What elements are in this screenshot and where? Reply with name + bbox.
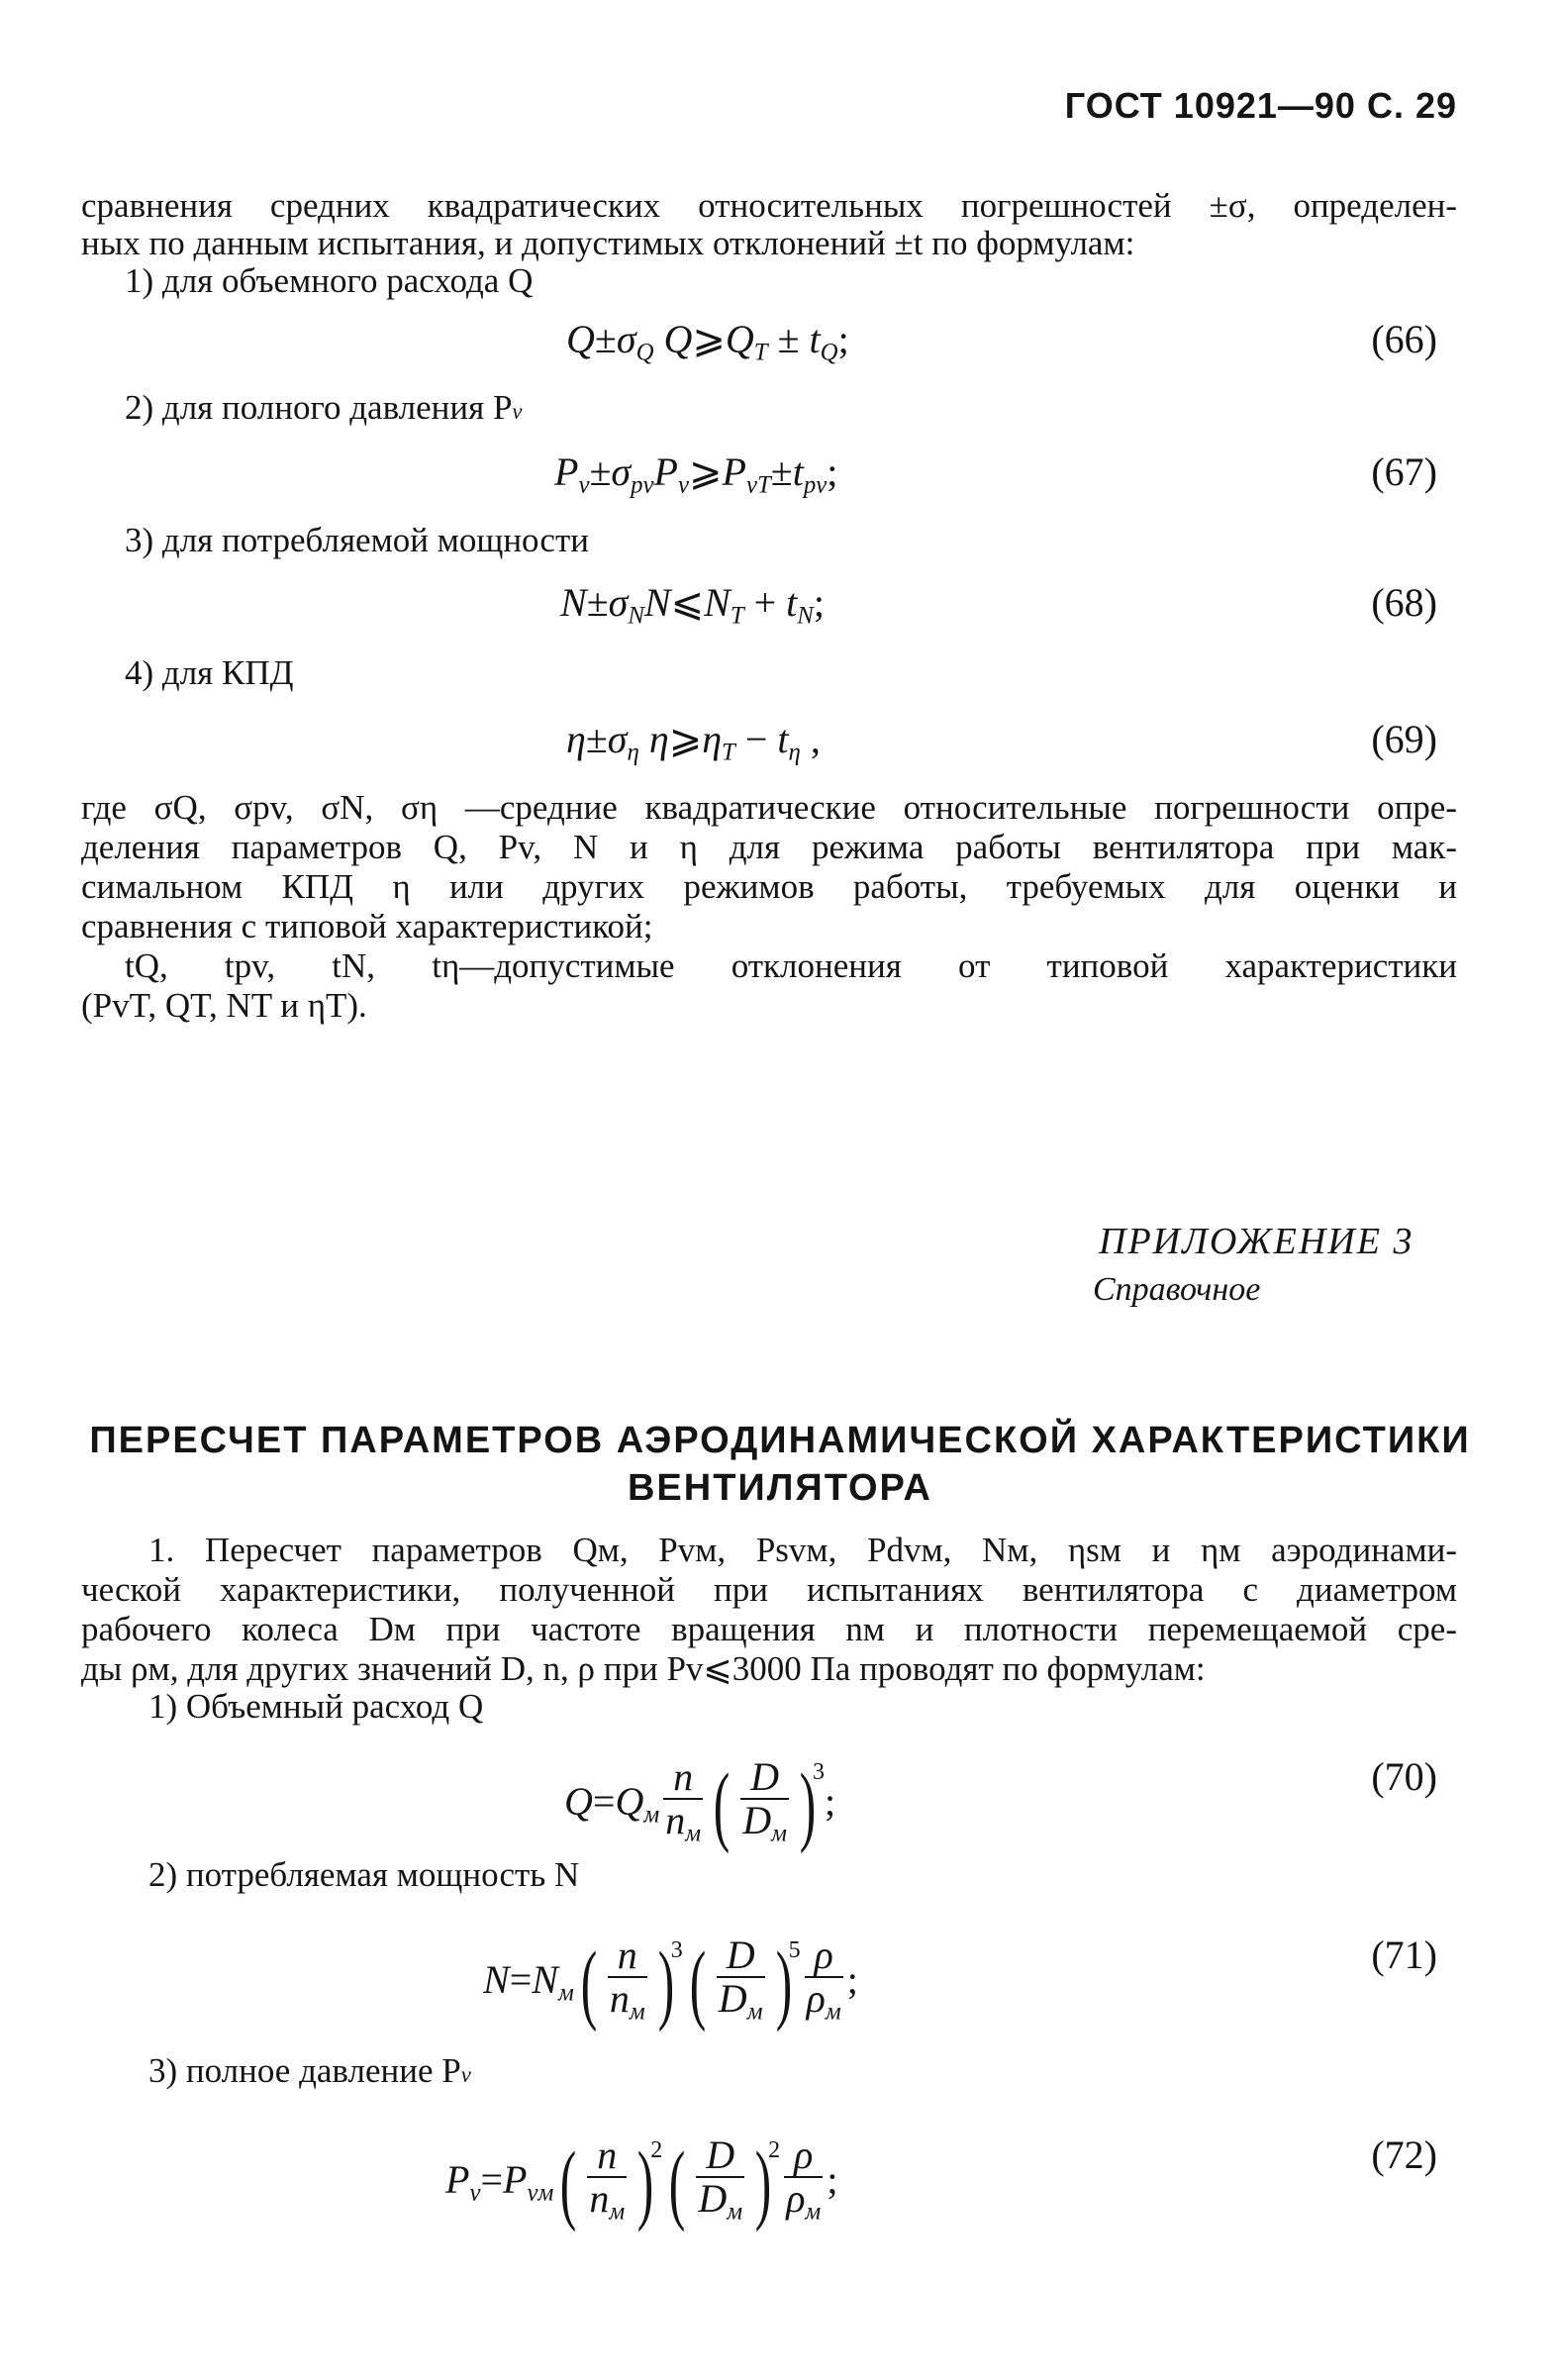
recalc-line-4: ды ρм, для других значений D, n, ρ при Pv⩽3000 Па проводят по формулам:: [81, 1649, 1206, 1688]
eq-number-66: (66): [1371, 317, 1437, 361]
formula-68: $N\pm\sigma_NN⩽N_T + t_N$;: [560, 580, 825, 630]
recalc-item-3: 3) полное давление Pv: [148, 2051, 471, 2090]
eq-number-67: (67): [1371, 449, 1437, 494]
item-1: 1) для объемного расхода Q: [125, 261, 534, 300]
appendix-subtitle: Справочное: [1093, 1271, 1261, 1308]
page-header: ГОСТ 10921—90 С. 29: [1064, 85, 1457, 126]
formula-71: $N=N_м$( $\frac{n}{n_м}$ )$^3$( $\frac{D}{D_м}$ )$^5$ $\frac{\rho}{\rho_м}$ ;: [483, 1933, 858, 2033]
formula-67: $P_v\pm\sigma_{pv}P_v⩾P_{vT}\pm t_{pv}$;: [554, 449, 838, 499]
where-line-4: сравнения с типовой характеристикой;: [81, 907, 653, 945]
item-3: 3) для потребляемой мощности: [125, 521, 589, 559]
where-line-6: (PvT, QT, NT и ηT).: [81, 986, 367, 1025]
formula-66: $Q\pm\sigma_Q$ $Q⩾Q_T \pm t_Q$;: [566, 317, 849, 366]
eq-number-70: (70): [1371, 1754, 1437, 1799]
formula-70: $Q=Q_м$ $\frac{n}{n_м}$ ( $\frac{D}{D_м}$ )$^3$;: [564, 1754, 836, 1854]
where-line-3: симальном КПД η или других режимов работы, требуемых для оценки и: [81, 867, 1457, 906]
formula-72: $P_v=P_{vм}$( $\frac{n}{n_м}$ )$^2$( $\frac{D}{D_м}$ )$^2$ $\frac{\rho}{\rho_м}$ ;: [445, 2132, 838, 2232]
recalc-line-2: ческой характеристики, полученной при испытаниях вентилятора с диаметром: [81, 1570, 1457, 1609]
eq-number-71: (71): [1371, 1933, 1437, 1977]
recalc-item-1: 1) Объемный расход Q: [148, 1687, 484, 1726]
section-title-line-1: ПЕРЕСЧЕТ ПАРАМЕТРОВ АЭРОДИНАМИЧЕСКОЙ ХАРАКТЕРИСТИКИ: [89, 1420, 1471, 1461]
recalc-item-2: 2) потребляемая мощность N: [148, 1855, 580, 1894]
where-line-2: деления параметров Q, Pv, N и η для режима работы вентилятора при мак-: [81, 828, 1457, 866]
item-4: 4) для КПД: [125, 653, 294, 692]
recalc-line-3: рабочего колеса Dм при частоте вращения nм и плотности перемещаемой сре-: [81, 1610, 1457, 1648]
appendix-title: ПРИЛОЖЕНИЕ 3: [1099, 1221, 1414, 1262]
recalc-line-1: 1. Пересчет параметров Qм, Pvм, Psvм, Pdvм, Nм, ηsм и ηм аэродинами-: [148, 1531, 1457, 1569]
item-2: 2) для полного давления Pv: [125, 388, 523, 427]
where-line-1: где σQ, σpv, σN, ση —средние квадратические относительные погрешности опре-: [81, 788, 1457, 827]
eq-number-68: (68): [1371, 580, 1437, 625]
formula-69: $\eta\pm\sigma_\eta$ $\eta⩾\eta_T - t_\eta$ ,: [566, 717, 821, 766]
where-line-5: tQ, tpv, tN, tη—допустимые отклонения от типовой характеристики: [125, 946, 1457, 985]
eq-number-72: (72): [1371, 2132, 1437, 2177]
fraction-d-dm: $\frac{D}{D_м}$: [740, 1756, 789, 1854]
section-title-line-2: ВЕНТИЛЯТОРА: [627, 1467, 932, 1509]
eq-number-69: (69): [1371, 717, 1437, 761]
intro-line-1: сравнения средних квадратических относительных погрешностей ±σ, определен-: [81, 186, 1457, 225]
intro-line-2: ных по данным испытания, и допустимых отклонений ±t по формулам:: [81, 224, 1135, 262]
fraction-n-nm: $\frac{n}{n_м}$: [663, 1756, 703, 1854]
